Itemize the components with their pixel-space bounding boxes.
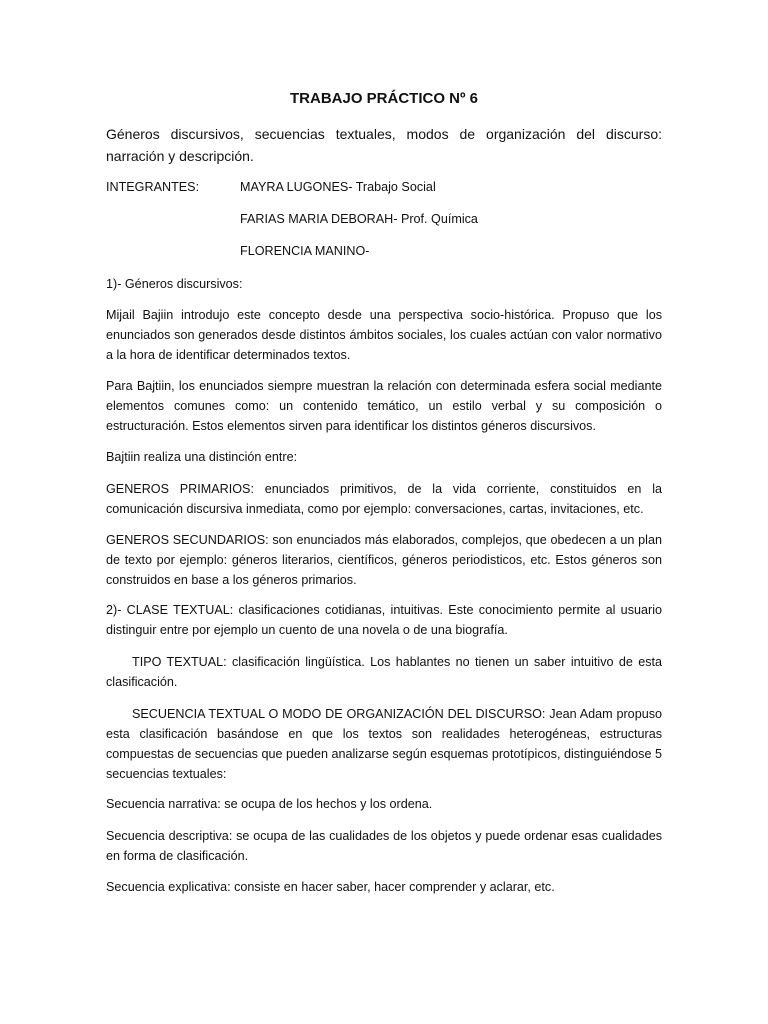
paragraph: Bajtiin realiza una distinción entre:: [106, 450, 298, 464]
paragraph: Secuencia descriptiva: se ocupa de las cualidades de los objetos y puede ordenar esas cualidades en forma de clasificación.: [106, 829, 662, 863]
section-heading: 1)- Géneros discursivos:: [106, 277, 243, 291]
member-item: FARIAS MARIA DEBORAH- Prof. Química: [240, 212, 478, 226]
members-label: INTEGRANTES:: [106, 180, 200, 194]
document-subtitle: Géneros discursivos, secuencias textuales, modos de organización del discurso: narración y descripción.: [106, 126, 662, 164]
paragraph: Secuencia narrativa: se ocupa de los hechos y los ordena.: [106, 797, 433, 811]
paragraph: 2)- CLASE TEXTUAL: clasificaciones cotidianas, intuitivas. Este conocimiento permite al usuario distinguir entre por ejemplo un cuento de una novela o de una biografía.: [106, 603, 662, 637]
paragraph: GENEROS PRIMARIOS: enunciados primitivos, de la vida corriente, constituidos en la comunicación discursiva inmediata, como por ejemplo: conversaciones, cartas, invitaciones, etc.: [106, 482, 662, 516]
paragraph: TIPO TEXTUAL: clasificación lingüística. Los hablantes no tienen un saber intuitivo de esta clasificación.: [106, 655, 662, 689]
paragraph: SECUENCIA TEXTUAL O MODO DE ORGANIZACIÓN DEL DISCURSO: Jean Adam propuso esta clasificación basándose en que los textos son realidades heterogéneas, estructuras compuestas de secuencias que pueden analizarse según esquemas prototípicos, distinguiéndose 5 secuencias textuales:: [106, 707, 662, 781]
paragraph: Secuencia explicativa: consiste en hacer saber, hacer comprender y aclarar, etc.: [106, 880, 555, 894]
paragraph: GENEROS SECUNDARIOS: son enunciados más elaborados, complejos, que obedecen a un plan de texto por ejemplo: géneros literarios, científicos, géneros periodisticos, etc. Estos géneros son construidos en base a los géneros primarios.: [106, 533, 662, 587]
member-item: MAYRA LUGONES- Trabajo Social: [240, 180, 436, 194]
member-item: FLORENCIA MANINO-: [240, 244, 370, 258]
paragraph: Para Bajtiin, los enunciados siempre muestran la relación con determinada esfera social mediante elementos comunes como: un contenido temático, un estilo verbal y su composición o estructuración. Estos elementos sirven para identificar los distintos géneros discursivos.: [106, 379, 662, 433]
paragraph: Mijail Bajiin introdujo este concepto desde una perspectiva socio-histórica. Propuso que los enunciados son generados desde distintos ámbitos sociales, los cuales actúan con valor normativo a la hora de identificar determinados textos.: [106, 308, 662, 362]
document-title: TRABAJO PRÁCTICO Nº 6: [290, 90, 478, 107]
